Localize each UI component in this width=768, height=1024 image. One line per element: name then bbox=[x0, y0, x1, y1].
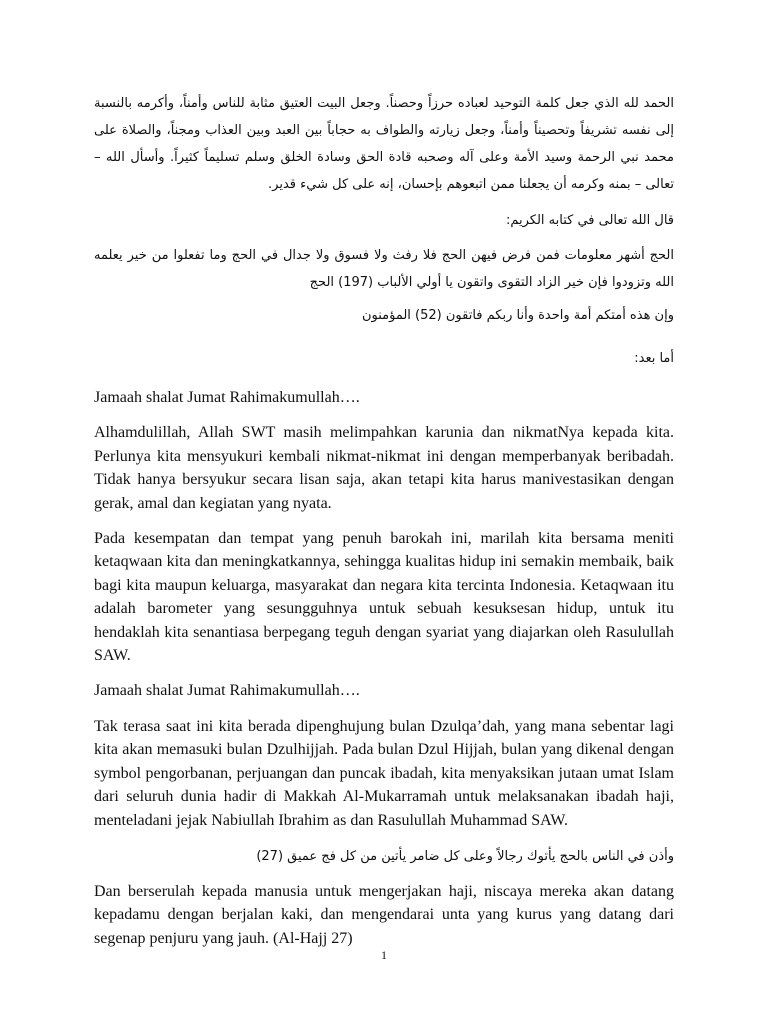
arabic-verse-hajj-27: وأذن في الناس بالحج يأتوك رجالاً وعلى كل ضامر يأتين من كل فج عميق (27) bbox=[256, 848, 674, 864]
paragraph: Alhamdulillah, Allah SWT masih melimpahkan karunia dan nikmatNya kepada kita. Perlunya kita mensyukuri kembali nikmat-nikmat ini dengan memperbanyak beribadah. Tidak hanya bersyukur secara lisan saja, akan tetapi kita harus manivestasikan dengan gerak, amal dan kegiatan yang nyata. bbox=[94, 424, 674, 512]
arabic-verse-muminun-52: وإن هذه أمتكم أمة واحدة وأنا ربكم فاتقون (52) المؤمنون bbox=[361, 308, 674, 323]
greeting-line: Jamaah shalat Jumat Rahimakumullah…. bbox=[94, 682, 360, 700]
document-body bbox=[94, 90, 674, 962]
arabic-quran-intro: قال الله تعالى في كتابه الكريم: bbox=[505, 213, 674, 228]
arabic-opening-paragraph: الحمد لله الذي جعل كلمة التوحيد لعباده حرزاً وحصناً. وجعل البيت العتيق مثابة للناس وأمناً، وأكرمه بالنسبة إلى نفسه تشريفاً وتحصيناً وأمناً، وجعل زيارته والطواف به حجاباً بين العبد وبين العذاب ومجناً، والصلاة على محمد نبي الرحمة وسيد الأمة وعلى آله وصحبه قادة الحق وسادة الخلق وسلم تسليماً كثيراً. وأسأل الله – تعالى – بمنه وكرمه أن يجعلنا ممن اتبعوهم بإحسان، إنه على كل شيء قدير. bbox=[94, 96, 674, 192]
paragraph: Dan berserulah kepada manusia untuk mengerjakan haji, niscaya mereka akan datang kepadamu dengan berjalan kaki, dan mengendarai unta yang kurus yang datang dari segenap penjuru yang jauh. (Al-Hajj 27) bbox=[94, 882, 674, 947]
greeting-line: Jamaah shalat Jumat Rahimakumullah…. bbox=[94, 389, 360, 406]
paragraph: Tak terasa saat ini kita berada dipenghujung bulan Dzulqa’dah, yang mana sebentar lagi kita akan memasuki bulan Dzulhijjah. Pada bulan Dzul Hijjah, bulan yang dikenal dengan symbol pengorbanan, perjuangan dan puncak ibadah, kita menyaksikan jutaan umat Islam dari seluruh dunia hadir di Makkah Al-Mukarramah untuk melaksanakan ibadah haji, menteladani jejak Nabiullah Ibrahim as dan Rasulullah Muhammad SAW. bbox=[94, 717, 674, 829]
arabic-verse-hajj-197: الحج أشهر معلومات فمن فرض فيهن الحج فلا رفث ولا فسوق ولا جدال في الحج وما تفعلوا من خير يعلمه الله وتزودوا فإن خير الزاد التقوى واتقون يا أولي الألباب (197) الحج bbox=[94, 248, 674, 290]
arabic-amma-badu: أما بعد: bbox=[634, 351, 674, 366]
page-number: 1 bbox=[381, 948, 387, 962]
paragraph: Pada kesempatan dan tempat yang penuh barokah ini, marilah kita bersama meniti ketaqwaan kita dan meningkatkannya, sehingga kualitas hidup ini semakin membaik, baik bagi kita maupun keluarga, masyarakat dan negara kita tercinta Indonesia. Ketaqwaan itu adalah barometer yang sesungguhnya untuk sebuah kesuksesan hidup, untuk itu hendaklah kita senantiasa berpegang teguh dengan syariat yang diajarkan oleh Rasulullah SAW. bbox=[94, 530, 674, 665]
